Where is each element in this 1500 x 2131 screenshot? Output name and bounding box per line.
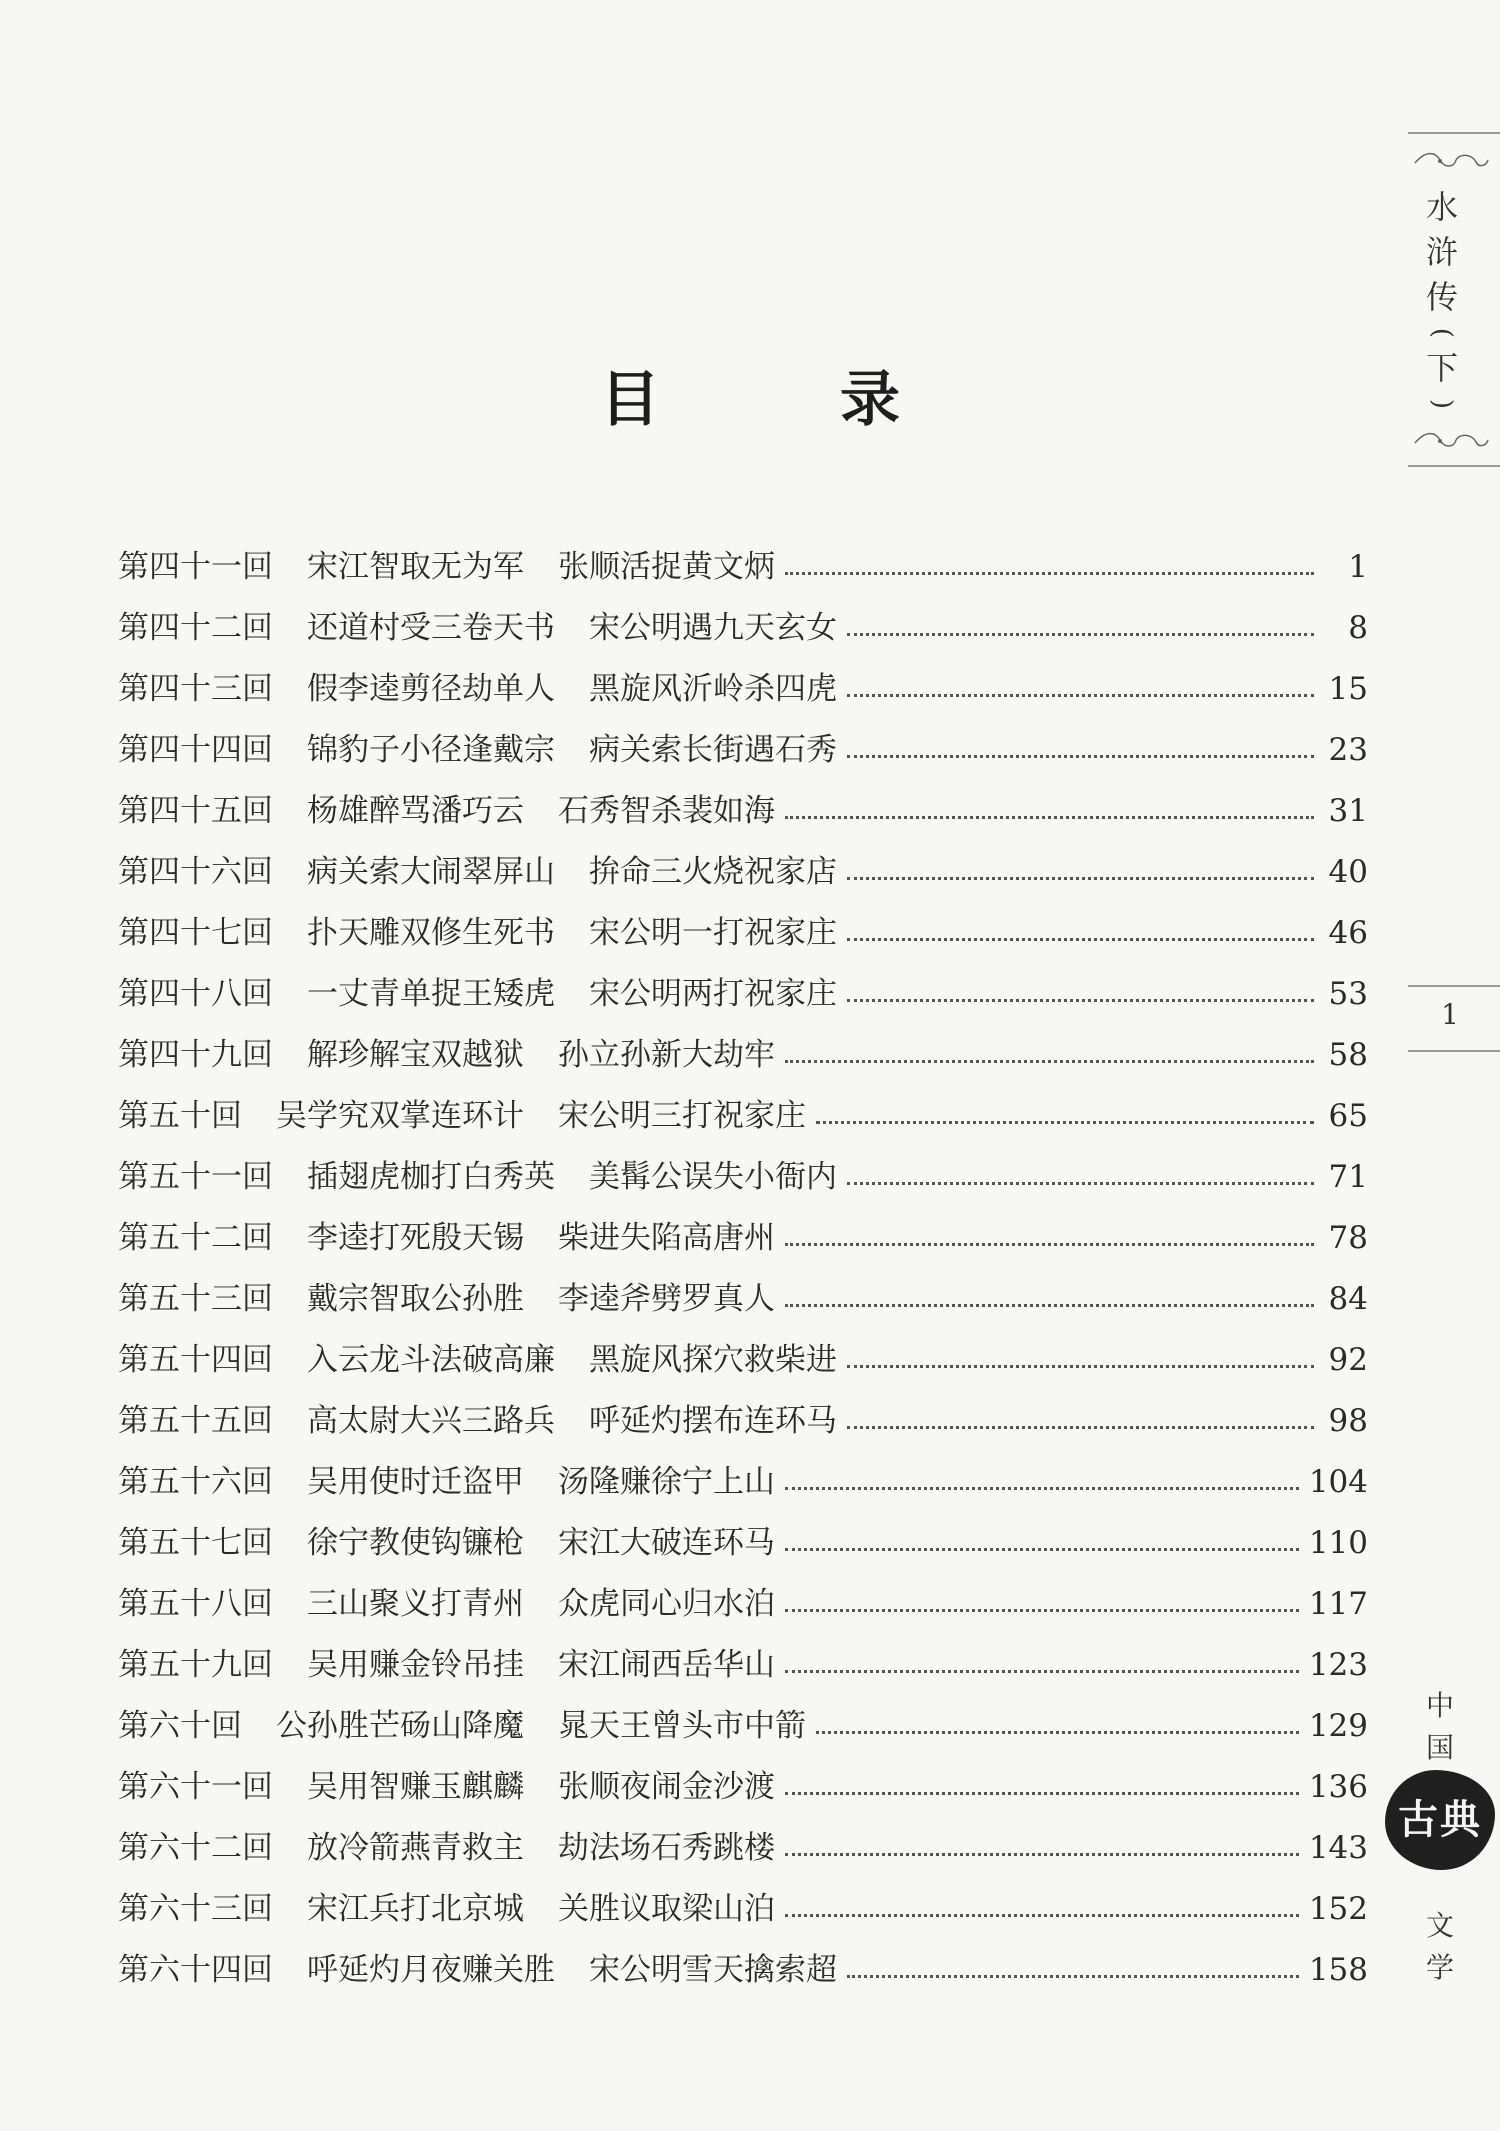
chapter-title-first: 李逵打死殷天锡 (307, 1220, 524, 1256)
chapter-title-first: 高太尉大兴三路兵 (307, 1403, 555, 1439)
toc-entry (118, 598, 1368, 659)
chapter-title-second: 呼延灼摆布连环马 (589, 1403, 837, 1439)
chapter-title-first: 插翅虎枷打白秀英 (307, 1159, 555, 1195)
toc-entry (118, 720, 1368, 781)
toc-entry (118, 1696, 1368, 1757)
title-char: 目 (600, 365, 660, 435)
page-ref: 104 (1308, 1464, 1368, 1500)
toc-entry (118, 1574, 1368, 1635)
toc-entry (118, 964, 1368, 1025)
page-ref: 1 (1348, 549, 1368, 585)
seal-text: 古典 (1398, 1796, 1482, 1843)
chapter-title-second: 宋公明一打祝家庄 (589, 915, 837, 951)
chapter-number: 第五十一回 (118, 1159, 273, 1195)
dot-leader (785, 1914, 1299, 1917)
toc-entry (118, 1147, 1368, 1208)
chapter-title-second: 柴进失陷高唐州 (558, 1220, 775, 1256)
page-ref: 158 (1308, 1952, 1368, 1988)
series-name-bottom (1420, 1905, 1460, 1989)
page-ref: 31 (1328, 793, 1368, 829)
page-title (600, 355, 900, 435)
page-ref: 136 (1308, 1769, 1368, 1805)
chapter-number: 第四十九回 (118, 1037, 273, 1073)
page-ref: 143 (1308, 1830, 1368, 1866)
page-ref: 98 (1328, 1403, 1368, 1439)
chapter-title-second: 宋公明三打祝家庄 (558, 1098, 806, 1134)
page-ref: 123 (1308, 1647, 1368, 1683)
chapter-title-first: 解珍解宝双越狱 (307, 1037, 524, 1073)
toc-entry (118, 1330, 1368, 1391)
chapter-number: 第五十二回 (118, 1220, 273, 1256)
chapter-number: 第四十八回 (118, 976, 273, 1012)
dot-leader (816, 1121, 1314, 1124)
side-divider (1408, 1050, 1500, 1052)
chapter-number: 第四十四回 (118, 732, 273, 768)
dot-leader (847, 633, 1314, 636)
series-name-top (1420, 1685, 1460, 1769)
toc-entry (118, 1086, 1368, 1147)
chapter-number: 第六十四回 (118, 1952, 273, 1988)
chapter-title-second: 病关索长街遇石秀 (589, 732, 837, 768)
chapter-title-second: 劫法场石秀跳楼 (558, 1830, 775, 1866)
dot-leader (785, 1670, 1299, 1673)
chapter-title-first: 还道村受三卷天书 (307, 610, 555, 646)
dot-leader (785, 1548, 1299, 1551)
chapter-number: 第五十九回 (118, 1647, 273, 1683)
chapter-title-second: 张顺活捉黄文炳 (558, 549, 775, 585)
dot-leader (785, 816, 1314, 819)
flourish-ornament-icon (1410, 428, 1490, 458)
toc-entry (118, 903, 1368, 964)
toc-entry (118, 1452, 1368, 1513)
chapter-number: 第四十三回 (118, 671, 273, 707)
chapter-title-first: 公孙胜芒砀山降魔 (276, 1708, 524, 1744)
toc-entry (118, 1757, 1368, 1818)
chapter-title-first: 呼延灼月夜赚关胜 (307, 1952, 555, 1988)
dot-leader (847, 877, 1314, 880)
table-of-contents (118, 537, 1368, 2001)
toc-entry (118, 781, 1368, 842)
dot-leader (785, 1304, 1314, 1307)
series-char: 中 (1425, 1689, 1454, 1722)
side-divider (1408, 985, 1500, 987)
chapter-title-first: 锦豹子小径逢戴宗 (307, 732, 555, 768)
dot-leader (785, 1243, 1314, 1246)
toc-entry (118, 537, 1368, 598)
chapter-title-first: 吴学究双掌连环计 (276, 1098, 524, 1134)
chapter-number: 第五十五回 (118, 1403, 273, 1439)
dot-leader (785, 1792, 1299, 1795)
dot-leader (847, 1975, 1299, 1978)
chapter-title-first: 三山聚义打青州 (307, 1586, 524, 1622)
chapter-number: 第六十回 (118, 1708, 242, 1744)
chapter-title-second: 宋公明雪天擒索超 (589, 1952, 837, 1988)
chapter-number: 第五十三回 (118, 1281, 273, 1317)
toc-entry (118, 659, 1368, 720)
chapter-title-second: 宋公明两打祝家庄 (589, 976, 837, 1012)
dot-leader (847, 1182, 1314, 1185)
chapter-title-first: 戴宗智取公孙胜 (307, 1281, 524, 1317)
chapter-title-first: 假李逵剪径劫单人 (307, 671, 555, 707)
page-ref: 92 (1328, 1342, 1368, 1378)
book-title-char: ( (1427, 327, 1457, 339)
chapter-title-first: 徐宁教使钩镰枪 (307, 1525, 524, 1561)
chapter-number: 第六十一回 (118, 1769, 273, 1805)
page-ref: 15 (1328, 671, 1368, 707)
chapter-title-first: 吴用使时迁盗甲 (307, 1464, 524, 1500)
chapter-title-first: 宋江兵打北京城 (307, 1891, 524, 1927)
chapter-number: 第四十五回 (118, 793, 273, 829)
chapter-title-second: 石秀智杀裴如海 (558, 793, 775, 829)
book-title-char: ) (1427, 398, 1457, 410)
chapter-title-second: 宋江闹西岳华山 (558, 1647, 775, 1683)
chapter-number: 第四十七回 (118, 915, 273, 951)
chapter-number: 第五十四回 (118, 1342, 273, 1378)
chapter-title-first: 一丈青单捉王矮虎 (307, 976, 555, 1012)
chapter-title-first: 放冷箭燕青救主 (307, 1830, 524, 1866)
dot-leader (847, 1426, 1314, 1429)
dot-leader (816, 1731, 1299, 1734)
dot-leader (785, 1609, 1299, 1612)
chapter-title-second: 黑旋风沂岭杀四虎 (589, 671, 837, 707)
toc-entry (118, 1025, 1368, 1086)
chapter-title-first: 宋江智取无为军 (307, 549, 524, 585)
toc-entry (118, 1818, 1368, 1879)
toc-entry (118, 1391, 1368, 1452)
dot-leader (847, 694, 1314, 697)
dot-leader (847, 1365, 1314, 1368)
book-title-char: 浒 (1425, 233, 1458, 271)
chapter-title-second: 晁天王曾头市中箭 (558, 1708, 806, 1744)
chapter-number: 第四十一回 (118, 549, 273, 585)
toc-entry (118, 1635, 1368, 1696)
side-divider (1408, 465, 1500, 467)
dot-leader (785, 1487, 1299, 1490)
chapter-number: 第四十二回 (118, 610, 273, 646)
chapter-title-second: 李逵斧劈罗真人 (558, 1281, 775, 1317)
dot-leader (785, 1853, 1299, 1856)
series-char: 学 (1425, 1951, 1454, 1984)
flourish-ornament-icon (1410, 148, 1490, 178)
page-ref: 53 (1328, 976, 1368, 1012)
classical-seal (1385, 1770, 1495, 1870)
book-title-char: 传 (1425, 278, 1458, 316)
page-ref: 23 (1328, 732, 1368, 768)
chapter-title-first: 杨雄醉骂潘巧云 (307, 793, 524, 829)
chapter-title-second: 关胜议取梁山泊 (558, 1891, 775, 1927)
toc-entry (118, 1208, 1368, 1269)
chapter-title-second: 汤隆赚徐宁上山 (558, 1464, 775, 1500)
book-title-vertical (1417, 185, 1467, 417)
side-divider (1408, 132, 1500, 134)
page-number: 1 (1441, 998, 1459, 1031)
chapter-title-second: 张顺夜闹金沙渡 (558, 1769, 775, 1805)
chapter-title-first: 吴用赚金铃吊挂 (307, 1647, 524, 1683)
chapter-title-first: 入云龙斗法破高廉 (307, 1342, 555, 1378)
dot-leader (785, 572, 1314, 575)
book-title-char: 水 (1425, 188, 1458, 226)
page-ref: 46 (1328, 915, 1368, 951)
page-ref: 71 (1328, 1159, 1368, 1195)
chapter-title-second: 宋公明遇九天玄女 (589, 610, 837, 646)
toc-entry (118, 1513, 1368, 1574)
series-char: 文 (1425, 1909, 1454, 1942)
dot-leader (847, 999, 1314, 1002)
chapter-number: 第五十回 (118, 1098, 242, 1134)
dot-leader (785, 1060, 1314, 1063)
chapter-title-second: 众虎同心归水泊 (558, 1586, 775, 1622)
page-ref: 58 (1328, 1037, 1368, 1073)
page-ref: 152 (1308, 1891, 1368, 1927)
page-ref: 8 (1348, 610, 1368, 646)
chapter-title-second: 美髯公误失小衙内 (589, 1159, 837, 1195)
toc-entry (118, 1269, 1368, 1330)
toc-entry (118, 842, 1368, 903)
chapter-title-first: 扑天雕双修生死书 (307, 915, 555, 951)
chapter-number: 第五十七回 (118, 1525, 273, 1561)
chapter-title-first: 病关索大闹翠屏山 (307, 854, 555, 890)
page-ref: 117 (1308, 1586, 1368, 1622)
chapter-number: 第五十六回 (118, 1464, 273, 1500)
page-ref: 110 (1308, 1525, 1368, 1561)
page-ref: 40 (1328, 854, 1368, 890)
chapter-title-first: 吴用智赚玉麒麟 (307, 1769, 524, 1805)
dot-leader (847, 938, 1314, 941)
toc-entry (118, 1879, 1368, 1940)
book-title-char: 下 (1425, 349, 1458, 387)
chapter-title-second: 宋江大破连环马 (558, 1525, 775, 1561)
chapter-title-second: 孙立孙新大劫牢 (558, 1037, 775, 1073)
series-char: 国 (1425, 1731, 1454, 1764)
page-ref: 84 (1328, 1281, 1368, 1317)
page-ref: 78 (1328, 1220, 1368, 1256)
chapter-number: 第五十八回 (118, 1586, 273, 1622)
page-ref: 129 (1308, 1708, 1368, 1744)
page-ref: 65 (1328, 1098, 1368, 1134)
title-char: 录 (840, 365, 900, 435)
chapter-title-second: 拚命三火烧祝家店 (589, 854, 837, 890)
chapter-number: 第六十三回 (118, 1891, 273, 1927)
chapter-number: 第六十二回 (118, 1830, 273, 1866)
chapter-number: 第四十六回 (118, 854, 273, 890)
dot-leader (847, 755, 1314, 758)
chapter-title-second: 黑旋风探穴救柴进 (589, 1342, 837, 1378)
toc-entry (118, 1940, 1368, 2001)
